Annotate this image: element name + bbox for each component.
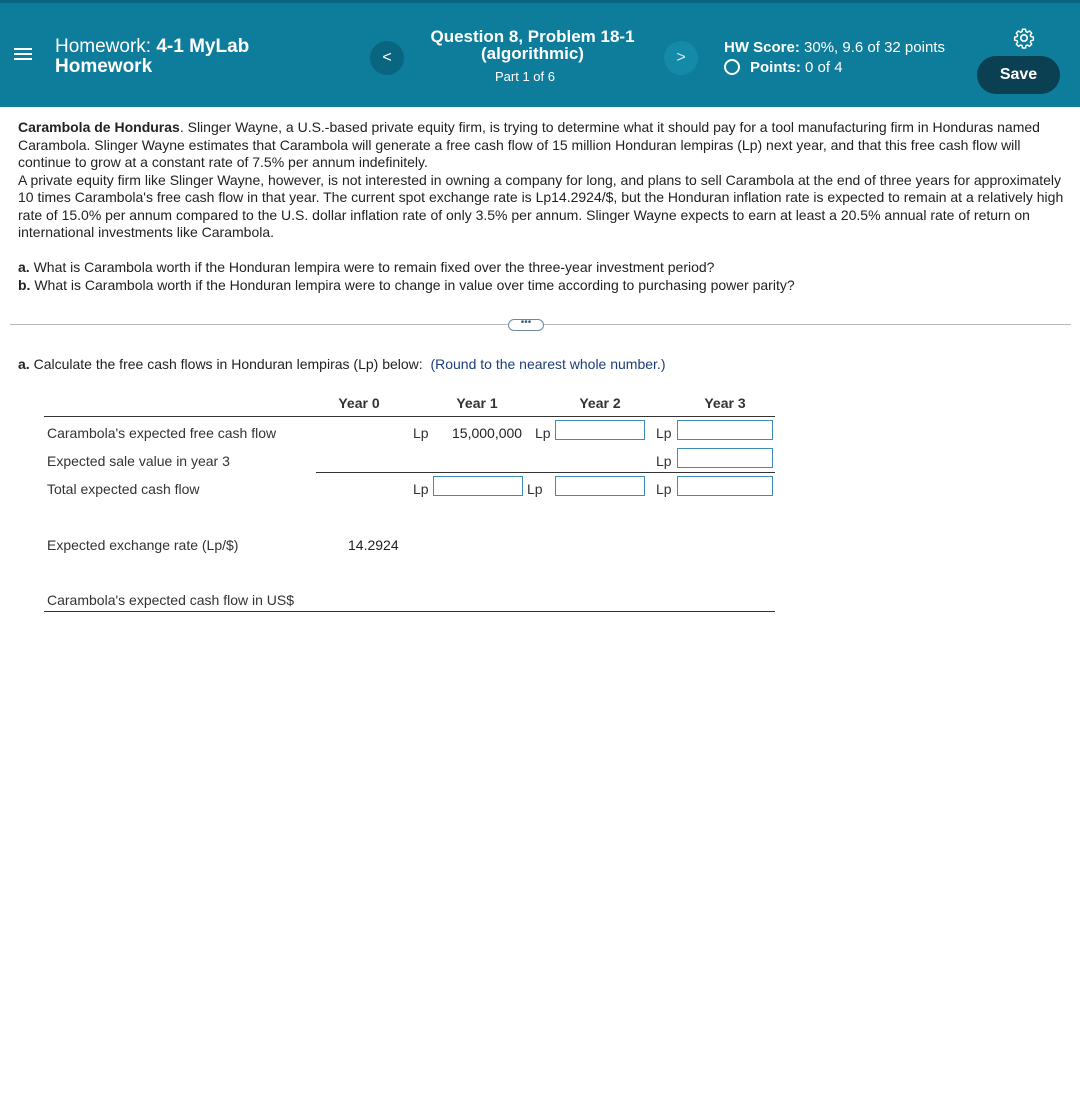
- header-year-0: Year 0: [338, 395, 380, 411]
- currency-label: Lp: [656, 481, 672, 497]
- total-year-2-input[interactable]: [555, 476, 645, 496]
- part-b-text: What is Carambola worth if the Honduran lempira were to change in value over time according to purchasing power parity?: [30, 277, 795, 293]
- homework-name: 4-1 MyLab: [156, 36, 250, 57]
- currency-label: Lp: [535, 425, 551, 441]
- question-title-line1: Question 8, Problem 18-1: [430, 27, 635, 46]
- currency-label: Lp: [656, 425, 672, 441]
- fcf-year-3-input[interactable]: [677, 420, 773, 440]
- points-label: Points:: [750, 59, 801, 76]
- table-bottom-rule: [44, 611, 775, 612]
- header-year-3: Year 3: [704, 395, 746, 411]
- row-label-sale-value: Expected sale value in year 3: [47, 453, 230, 469]
- part-b-label: b.: [18, 277, 31, 293]
- instruction-text: Calculate the free cash flows in Honduran lempiras (Lp) below:: [29, 356, 423, 372]
- header-bar: [0, 0, 1080, 107]
- fcf-year-1-value: 15,000,000: [452, 425, 523, 441]
- expand-button[interactable]: •••: [508, 319, 544, 331]
- row-label-free-cash-flow: Carambola's expected free cash flow: [47, 425, 277, 441]
- previous-question-button[interactable]: <: [370, 41, 404, 75]
- hw-score: [724, 39, 945, 56]
- problem-statement: [18, 119, 1068, 242]
- hw-score-label: HW Score:: [724, 39, 800, 56]
- question-parts: [18, 258, 1058, 294]
- question-part: Part 1 of 6: [495, 69, 555, 84]
- menu-icon[interactable]: [14, 45, 32, 63]
- next-question-button[interactable]: >: [664, 41, 698, 75]
- company-name: Carambola de Honduras: [18, 119, 180, 135]
- part-a-label: a.: [18, 259, 30, 275]
- instruction: [18, 356, 665, 372]
- homework-label: Homework:: [55, 36, 152, 57]
- homework-title: [55, 37, 315, 77]
- header-year-2: Year 2: [579, 395, 621, 411]
- currency-label: Lp: [413, 425, 429, 441]
- total-year-1-input[interactable]: [433, 476, 523, 496]
- currency-label: Lp: [656, 453, 672, 469]
- subtotal-rule: [316, 472, 775, 473]
- points-status-icon: [724, 59, 740, 75]
- table-header-rule: [44, 416, 775, 417]
- problem-paragraph-2: A private equity firm like Slinger Wayne, however, is not interested in owning a company for long, and plans to sell Carambola at the end of three years for approximately 10 times Carambola's free cash flow in that year. The current spot exchange rate is Lp14.2924/$, but the Honduran inflation rate is expected to remain at a relatively high rate of 15.0% per annum compared to the U.S. dollar inflation rate of only 3.5% per annum. Slinger Wayne expects to earn at least a 20.5% annual rate of return on international investments like Carambola.: [18, 171, 1064, 240]
- save-button[interactable]: Save: [977, 56, 1060, 94]
- total-year-3-input[interactable]: [677, 476, 773, 496]
- points-value: 0 of 4: [805, 59, 843, 76]
- hw-score-value: 30%, 9.6 of 32 points: [804, 39, 945, 56]
- currency-label: Lp: [413, 481, 429, 497]
- instruction-hint: (Round to the nearest whole number.): [430, 356, 666, 372]
- exchange-rate-year-0: 14.2924: [348, 537, 399, 553]
- gear-icon[interactable]: [1013, 27, 1035, 49]
- problem-paragraph-1: . Slinger Wayne, a U.S.-based private equity firm, is trying to determine what it should pay for a tool manufacturing firm in Honduras named Carambola. Slinger Wayne estimates that Carambola will generate a free cash flow of 15 million Honduran lempiras (Lp) next year, and that this free cash flow will continue to grow at a constant rate of 7.5% per annum indefinitely.: [18, 119, 1040, 170]
- row-label-exchange-rate: Expected exchange rate (Lp/$): [47, 537, 239, 553]
- instruction-label: a.: [18, 356, 30, 372]
- sale-value-year-3-input[interactable]: [677, 448, 773, 468]
- homework-name-line2: Homework: [55, 56, 153, 77]
- part-a-text: What is Carambola worth if the Honduran lempira were to remain fixed over the three-year investment period?: [29, 259, 715, 275]
- points: [724, 59, 843, 76]
- fcf-year-2-input[interactable]: [555, 420, 645, 440]
- header-year-1: Year 1: [456, 395, 498, 411]
- row-label-total-cash-flow: Total expected cash flow: [47, 481, 200, 497]
- currency-label: Lp: [527, 481, 543, 497]
- row-label-usd-cash-flow: Carambola's expected cash flow in US$: [47, 592, 295, 608]
- question-title: [410, 28, 655, 62]
- question-title-line2: (algorithmic): [481, 44, 584, 63]
